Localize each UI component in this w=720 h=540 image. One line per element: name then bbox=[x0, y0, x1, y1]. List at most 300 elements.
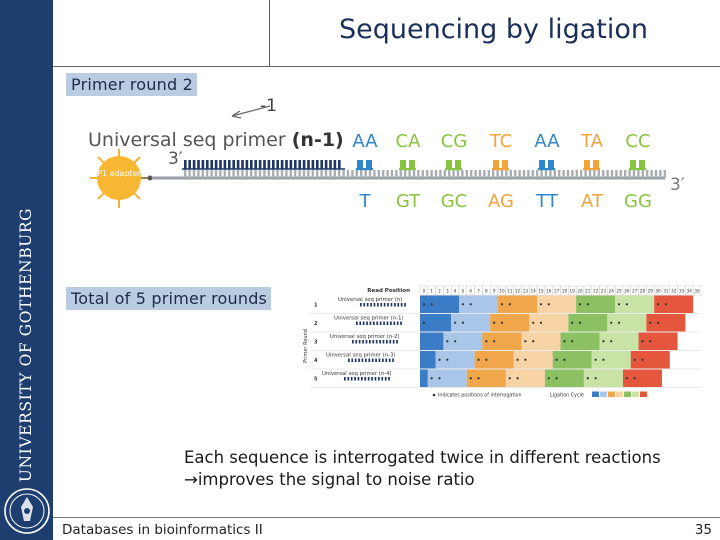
interrogation-dot bbox=[602, 359, 604, 361]
ligation-cycle-block bbox=[646, 314, 685, 332]
template-tick bbox=[369, 170, 371, 178]
position-label: 2 bbox=[438, 288, 441, 294]
interrogation-dot bbox=[446, 359, 448, 361]
interrogation-dot bbox=[657, 303, 659, 305]
template-tick bbox=[646, 170, 648, 178]
primer-tick bbox=[272, 160, 275, 169]
interrogation-dot bbox=[641, 340, 643, 342]
template-tick bbox=[272, 170, 274, 178]
position-label: 27 bbox=[631, 288, 638, 294]
position-label: 6 bbox=[469, 288, 473, 294]
template-tick bbox=[637, 170, 639, 178]
template-tick bbox=[395, 170, 397, 178]
primer-tick bbox=[219, 160, 222, 169]
template-tick bbox=[281, 170, 283, 178]
round-primer-tick bbox=[379, 359, 381, 363]
template-tick bbox=[457, 170, 459, 178]
read-position-header bbox=[367, 286, 701, 295]
template-tick bbox=[664, 170, 666, 178]
position-label: 1 bbox=[430, 288, 434, 294]
template-tick bbox=[351, 170, 353, 178]
interrogation-dot bbox=[493, 322, 495, 324]
primer-label: Universal seq primer (n-1) bbox=[88, 129, 344, 151]
primer-tick bbox=[184, 160, 187, 169]
interrogation-dot bbox=[501, 322, 503, 324]
round-primer-tick bbox=[351, 359, 353, 363]
ligation-cycle-block bbox=[428, 370, 467, 388]
probe-tick bbox=[357, 160, 363, 169]
template-tick bbox=[254, 170, 256, 178]
primer-tick bbox=[193, 160, 196, 169]
primer-tick bbox=[241, 160, 244, 169]
primer-strand bbox=[182, 160, 345, 169]
offset-label: -1 bbox=[260, 96, 277, 116]
probe-tick bbox=[400, 160, 406, 169]
interrogation-dot bbox=[579, 303, 581, 305]
template-tick bbox=[642, 170, 644, 178]
university-sidebar bbox=[0, 0, 53, 540]
interrogation-dot bbox=[477, 359, 479, 361]
read-position-title: Read Position bbox=[367, 288, 410, 294]
template-tick bbox=[413, 170, 415, 178]
round-primer-tick bbox=[375, 359, 377, 363]
interrogation-dot bbox=[571, 340, 573, 342]
ligation-cycle-block bbox=[506, 370, 545, 388]
template-tick bbox=[386, 170, 388, 178]
position-label: 24 bbox=[608, 288, 614, 294]
template-tick bbox=[294, 170, 296, 178]
round-primer-label: Universal seq primer (n) bbox=[338, 297, 403, 303]
legend-cycle-label: Ligation Cycle bbox=[550, 393, 584, 399]
round-primer-tick bbox=[368, 359, 370, 363]
round-primer-tick bbox=[368, 377, 370, 381]
primer-tick bbox=[246, 160, 249, 169]
template-tick bbox=[202, 170, 204, 178]
interrogation-dot bbox=[477, 377, 479, 379]
round-primer-tick bbox=[401, 303, 403, 307]
legend-cycle-swatch bbox=[608, 392, 615, 398]
interrogation-dot bbox=[438, 359, 440, 361]
probe-tick bbox=[493, 160, 499, 169]
position-label: 15 bbox=[538, 288, 544, 294]
primer-tick bbox=[281, 160, 284, 169]
position-label: 35 bbox=[694, 288, 700, 294]
total-rounds-label: Total of 5 primer rounds bbox=[66, 287, 271, 310]
round-primer-tick bbox=[387, 322, 389, 326]
template-tick bbox=[241, 170, 243, 178]
probe-tick bbox=[548, 160, 554, 169]
template-tick bbox=[237, 170, 239, 178]
interrogation-dot bbox=[501, 303, 503, 305]
round-primer-tick bbox=[372, 359, 374, 363]
position-label: 16 bbox=[546, 288, 552, 294]
round-primer-tick bbox=[377, 303, 379, 307]
slide-title: Sequencing by ligation bbox=[338, 14, 648, 45]
header-divider-vertical bbox=[269, 0, 270, 66]
position-label: 32 bbox=[671, 288, 677, 294]
round-primer-tick bbox=[385, 359, 387, 363]
interrogation-dot bbox=[509, 377, 511, 379]
interrogation-dot bbox=[462, 322, 464, 324]
template-tick bbox=[554, 170, 556, 178]
footer-divider bbox=[53, 517, 720, 518]
round-primer-tick bbox=[383, 340, 385, 344]
template-tick bbox=[417, 170, 419, 178]
interrogation-dot bbox=[454, 322, 456, 324]
round-primer-tick bbox=[348, 359, 350, 363]
round-primer-tick bbox=[382, 359, 384, 363]
interrogation-dot bbox=[548, 377, 550, 379]
template-tick bbox=[518, 170, 520, 178]
bottom-pair-label: AT bbox=[581, 191, 603, 212]
interrogation-dot bbox=[626, 303, 628, 305]
position-label: 30 bbox=[655, 288, 661, 294]
template-tick bbox=[193, 170, 195, 178]
template-tick bbox=[615, 170, 617, 178]
primer-tick bbox=[210, 160, 213, 169]
position-label: 18 bbox=[561, 288, 568, 294]
interrogation-dot bbox=[595, 359, 597, 361]
read-position-table bbox=[296, 280, 707, 405]
template-tick bbox=[589, 170, 591, 178]
round-primer-tick bbox=[354, 377, 356, 381]
bead-label: P1 adapter bbox=[97, 169, 141, 178]
interrogation-dot bbox=[509, 303, 511, 305]
probe-tick bbox=[639, 160, 645, 169]
round-primer-tick bbox=[385, 377, 387, 381]
primer-tick bbox=[232, 160, 235, 169]
interrogation-dot bbox=[571, 322, 573, 324]
interrogation-dot bbox=[610, 340, 612, 342]
round-primer-tick bbox=[367, 303, 369, 307]
round-primer-label: Universal seq primer (n-1) bbox=[334, 315, 404, 322]
round-primer-tick bbox=[396, 340, 398, 344]
primer-tick bbox=[224, 160, 227, 169]
top-pair-label: TC bbox=[489, 131, 513, 152]
round-primer-tick bbox=[352, 340, 354, 344]
primer-tick bbox=[320, 160, 323, 169]
template-tick bbox=[382, 170, 384, 178]
template-tick bbox=[523, 170, 525, 178]
bottom-pair-label: GT bbox=[395, 191, 421, 212]
ligation-cycle-block bbox=[639, 333, 678, 351]
template-tick bbox=[483, 170, 485, 178]
interrogation-dot bbox=[532, 322, 534, 324]
legend-cycle-swatch bbox=[632, 392, 639, 398]
interrogation-dot bbox=[423, 322, 425, 324]
ligation-cycle-block bbox=[436, 351, 475, 369]
interrogation-dot bbox=[618, 303, 620, 305]
probe-tick bbox=[502, 160, 508, 169]
template-tick bbox=[329, 170, 331, 178]
legend-cycle-swatch bbox=[616, 392, 623, 398]
legend-cycle-swatch bbox=[592, 392, 599, 398]
template-tick bbox=[404, 170, 406, 178]
template-tick bbox=[633, 170, 635, 178]
ligation-cycle-block bbox=[420, 333, 443, 351]
interrogation-dot bbox=[516, 377, 518, 379]
interrogation-dot bbox=[470, 377, 472, 379]
round-primer-tick bbox=[373, 322, 375, 326]
round-primer-tick bbox=[404, 303, 406, 307]
bottom-pair-label: TT bbox=[536, 191, 558, 212]
template-tick bbox=[598, 170, 600, 178]
bead-icon bbox=[90, 149, 148, 208]
primer-suffix: (n-1) bbox=[291, 129, 344, 151]
ligation-cycle-block bbox=[654, 296, 693, 314]
template-tick bbox=[655, 170, 657, 178]
position-label: 10 bbox=[499, 288, 505, 294]
template-tick bbox=[206, 170, 208, 178]
interrogation-dot bbox=[587, 303, 589, 305]
round-primer-tick bbox=[366, 340, 368, 344]
round-primer-tick bbox=[358, 377, 360, 381]
probe-pairs bbox=[356, 160, 646, 170]
probe-tick bbox=[409, 160, 415, 169]
round-primer-tick bbox=[376, 340, 378, 344]
template-tick bbox=[505, 170, 507, 178]
template-tick bbox=[422, 170, 424, 178]
ligation-cycle-block bbox=[514, 351, 553, 369]
round-primer-tick bbox=[369, 340, 371, 344]
template-tick bbox=[325, 170, 327, 178]
probe-bridge bbox=[356, 168, 373, 170]
round-number: 4 bbox=[314, 357, 318, 364]
template-tick bbox=[567, 170, 569, 178]
template-tick bbox=[461, 170, 463, 178]
footer-course: Databases in bioinformatics II bbox=[62, 522, 263, 538]
template-tick bbox=[602, 170, 604, 178]
template-tick bbox=[620, 170, 622, 178]
primer-tick bbox=[259, 160, 262, 169]
interrogation-dot bbox=[493, 340, 495, 342]
bottom-pair-label: T bbox=[359, 191, 371, 212]
ligation-cycle-block bbox=[600, 333, 639, 351]
template-tick bbox=[448, 170, 450, 178]
round-primer-tick bbox=[366, 322, 368, 326]
ligation-cycle-block bbox=[482, 333, 521, 351]
interrogation-dot bbox=[454, 340, 456, 342]
template-tick bbox=[558, 170, 560, 178]
arrow-icon: → bbox=[184, 470, 198, 489]
interrogation-dot bbox=[649, 340, 651, 342]
round-primer-tick bbox=[383, 322, 385, 326]
template-tick bbox=[496, 170, 498, 178]
position-label: 3 bbox=[445, 288, 449, 294]
top-pair-label: AA bbox=[534, 131, 560, 152]
template-tick bbox=[246, 170, 248, 178]
position-label: 29 bbox=[647, 288, 653, 294]
template-tick bbox=[364, 170, 366, 178]
position-label: 17 bbox=[553, 288, 560, 294]
position-label: 33 bbox=[678, 288, 685, 294]
primer-tick bbox=[294, 160, 297, 169]
explanation-text bbox=[184, 447, 661, 491]
legend-dots-label: Indicates positions of interrogation bbox=[438, 393, 522, 399]
interrogation-dot bbox=[485, 340, 487, 342]
ligation-cycle-block bbox=[490, 314, 529, 332]
interrogation-dot bbox=[532, 340, 534, 342]
template-tick bbox=[378, 170, 380, 178]
template-tick bbox=[510, 170, 512, 178]
interrogation-dot bbox=[634, 377, 636, 379]
primer-tick bbox=[325, 160, 328, 169]
probe-bridge bbox=[399, 168, 416, 170]
interrogation-dot bbox=[657, 322, 659, 324]
template-tick bbox=[470, 170, 472, 178]
primer-tick bbox=[263, 160, 266, 169]
template-tick bbox=[576, 170, 578, 178]
ligation-cycle-block bbox=[568, 314, 607, 332]
primer-tick bbox=[254, 160, 257, 169]
legend-cycle-swatch bbox=[640, 392, 647, 398]
primer-tick bbox=[215, 160, 218, 169]
round-primer-tick bbox=[384, 303, 386, 307]
primer-tick bbox=[188, 160, 191, 169]
template-tick bbox=[184, 170, 186, 178]
primer-tick bbox=[276, 160, 279, 169]
round-number: 2 bbox=[314, 320, 318, 327]
top-pair-label: CA bbox=[395, 131, 421, 152]
round-primer-tick bbox=[374, 303, 376, 307]
round-number: 5 bbox=[314, 376, 318, 383]
interrogation-dot bbox=[446, 340, 448, 342]
template-tick bbox=[584, 170, 586, 178]
ligation-cycle-block bbox=[420, 370, 428, 388]
round-primer-tick bbox=[359, 322, 361, 326]
round-primer-tick bbox=[351, 377, 353, 381]
ligation-cycle-block bbox=[545, 370, 584, 388]
position-label: 8 bbox=[485, 288, 488, 294]
header-divider-horizontal bbox=[53, 66, 720, 67]
template-tick bbox=[391, 170, 393, 178]
template-tick bbox=[232, 170, 234, 178]
interrogation-dot bbox=[431, 377, 433, 379]
template-tick bbox=[650, 170, 652, 178]
round-primer-tick bbox=[390, 322, 392, 326]
round-primer-tick bbox=[388, 377, 390, 381]
ligation-cycle-block bbox=[420, 296, 459, 314]
position-label: 14 bbox=[530, 288, 536, 294]
template-tick bbox=[545, 170, 547, 178]
round-primer-tick bbox=[355, 340, 357, 344]
template-tick bbox=[408, 170, 410, 178]
legend-cycle-swatch bbox=[624, 392, 631, 398]
round-primer-tick bbox=[389, 359, 391, 363]
template-tick bbox=[549, 170, 551, 178]
interrogation-dot bbox=[579, 322, 581, 324]
primer-tick bbox=[307, 160, 310, 169]
ligation-cycle-block bbox=[459, 296, 498, 314]
interrogation-dot bbox=[595, 377, 597, 379]
round-primer-tick bbox=[364, 377, 366, 381]
template-tick bbox=[219, 170, 221, 178]
top-pair-label: TA bbox=[581, 131, 603, 152]
template-tick bbox=[474, 170, 476, 178]
template-tick bbox=[259, 170, 261, 178]
interrogation-dot bbox=[634, 359, 636, 361]
template-tick bbox=[312, 170, 314, 178]
primer-tick bbox=[329, 160, 332, 169]
position-label: 11 bbox=[507, 288, 513, 294]
position-label: 28 bbox=[639, 288, 646, 294]
template-tick bbox=[514, 170, 516, 178]
ligation-diagram bbox=[80, 90, 685, 225]
round-primer-tick bbox=[386, 340, 388, 344]
interrogation-dot bbox=[649, 322, 651, 324]
template-tick bbox=[224, 170, 226, 178]
position-label: 4 bbox=[453, 288, 457, 294]
interrogation-dot bbox=[470, 303, 472, 305]
interrogation-dot bbox=[524, 340, 526, 342]
template-tick bbox=[593, 170, 595, 178]
round-primer-label: Universal seq primer (n-2) bbox=[330, 334, 400, 340]
round-primer-tick bbox=[378, 377, 380, 381]
template-tick bbox=[303, 170, 305, 178]
position-label: 12 bbox=[514, 288, 521, 294]
primer-tick bbox=[290, 160, 293, 169]
round-primer-tick bbox=[393, 340, 395, 344]
template-tick bbox=[479, 170, 481, 178]
ligation-cycle-block bbox=[561, 333, 600, 351]
round-primer-tick bbox=[376, 322, 378, 326]
template-tick bbox=[400, 170, 402, 178]
template-tick bbox=[501, 170, 503, 178]
round-primer-label: Universal seq primer (n-4) bbox=[322, 371, 392, 377]
primer-tick bbox=[237, 160, 240, 169]
interrogation-dot bbox=[563, 340, 565, 342]
probe-tick bbox=[593, 160, 599, 169]
interrogation-dot bbox=[462, 303, 464, 305]
template-tick bbox=[285, 170, 287, 178]
position-label: 31 bbox=[663, 288, 669, 294]
template-tick bbox=[290, 170, 292, 178]
interrogation-dot bbox=[485, 359, 487, 361]
position-label: 7 bbox=[477, 288, 480, 294]
template-tick bbox=[492, 170, 494, 178]
bottom-pair-label: GG bbox=[624, 191, 652, 212]
template-tick bbox=[347, 170, 349, 178]
ligation-cycle-block bbox=[420, 351, 436, 369]
round-primer-tick bbox=[379, 340, 381, 344]
ligation-cycle-block bbox=[521, 333, 560, 351]
ligation-cycle-block bbox=[615, 296, 654, 314]
template-tick bbox=[298, 170, 300, 178]
primer-round-axis-label: Primer Round bbox=[303, 329, 309, 363]
probe-tick bbox=[539, 160, 545, 169]
round-primer-tick bbox=[400, 322, 402, 326]
position-label: 22 bbox=[592, 288, 599, 294]
interrogation-dot bbox=[431, 303, 433, 305]
ligation-cycle-block bbox=[443, 333, 482, 351]
primer-tick bbox=[312, 160, 315, 169]
position-label: 21 bbox=[585, 288, 591, 294]
primer-tick bbox=[268, 160, 271, 169]
template-tick bbox=[628, 170, 630, 178]
template-tick bbox=[452, 170, 454, 178]
page-number: 35 bbox=[694, 522, 712, 538]
primer-tick bbox=[197, 160, 200, 169]
template-tick bbox=[250, 170, 252, 178]
template-tick bbox=[307, 170, 309, 178]
template-tick bbox=[356, 170, 358, 178]
ligation-cycle-block bbox=[498, 296, 537, 314]
round-primer-tick bbox=[355, 359, 357, 363]
round-primer-tick bbox=[363, 303, 365, 307]
primer-tick bbox=[303, 160, 306, 169]
round-primer-tick bbox=[365, 359, 367, 363]
probe-bridge bbox=[445, 168, 462, 170]
